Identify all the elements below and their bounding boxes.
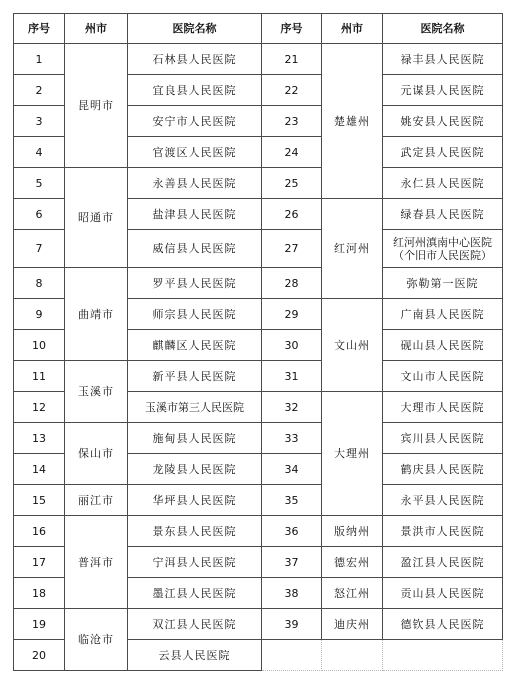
hospital-name: 龙陵县人民医院	[128, 454, 262, 485]
hospital-name: 文山市人民医院	[383, 361, 503, 392]
city-cell: 普洱市	[65, 516, 128, 609]
row-number: 20	[14, 640, 65, 671]
row-number: 11	[14, 361, 65, 392]
hospital-name: 宾川县人民医院	[383, 423, 503, 454]
city-cell: 版纳州	[322, 516, 383, 547]
hospital-name: 元谋县人民医院	[383, 75, 503, 106]
row-number: 29	[262, 299, 322, 330]
city-cell: 红河州	[322, 199, 383, 299]
row-number: 16	[14, 516, 65, 547]
city-cell: 楚雄州	[322, 44, 383, 199]
row-number: 23	[262, 106, 322, 137]
header-city-left: 州市	[65, 14, 128, 44]
hospital-name: 盐津县人民医院	[128, 199, 262, 230]
row-number: 37	[262, 547, 322, 578]
row-number: 31	[262, 361, 322, 392]
row-number: 24	[262, 137, 322, 168]
row-number: 34	[262, 454, 322, 485]
header-hospital-left: 医院名称	[128, 14, 262, 44]
city-cell: 德宏州	[322, 547, 383, 578]
hospital-name: 罗平县人民医院	[128, 268, 262, 299]
row-number: 21	[262, 44, 322, 75]
empty-cell	[262, 640, 322, 671]
hospital-name: 官渡区人民医院	[128, 137, 262, 168]
row-number: 27	[262, 230, 322, 268]
hospital-name: 禄丰县人民医院	[383, 44, 503, 75]
city-cell: 丽江市	[65, 485, 128, 516]
row-number: 18	[14, 578, 65, 609]
hospital-name: 景洪市人民医院	[383, 516, 503, 547]
hospital-name-line2: （个旧市人民医院）	[393, 248, 492, 262]
hospital-name: 永仁县人民医院	[383, 168, 503, 199]
hospital-name: 绿春县人民医院	[383, 199, 503, 230]
table-row	[14, 609, 503, 640]
hospital-name: 盈江县人民医院	[383, 547, 503, 578]
city-cell: 昆明市	[65, 44, 128, 168]
table-row	[14, 361, 503, 392]
city-cell: 临沧市	[65, 609, 128, 671]
hospital-name: 宜良县人民医院	[128, 75, 262, 106]
row-number: 14	[14, 454, 65, 485]
hospital-name: 威信县人民医院	[128, 230, 262, 268]
city-cell: 大理州	[322, 392, 383, 516]
hospital-name: 石林县人民医院	[128, 44, 262, 75]
row-number: 35	[262, 485, 322, 516]
empty-cell	[383, 640, 503, 671]
hospital-name: 弥勒第一医院	[383, 268, 503, 299]
row-number: 8	[14, 268, 65, 299]
row-number: 36	[262, 516, 322, 547]
hospital-name: 墨江县人民医院	[128, 578, 262, 609]
city-cell: 迪庆州	[322, 609, 383, 640]
hospital-name: 宁洱县人民医院	[128, 547, 262, 578]
table-row	[14, 168, 503, 199]
hospital-name: 施甸县人民医院	[128, 423, 262, 454]
row-number: 9	[14, 299, 65, 330]
hospital-table	[13, 13, 503, 671]
hospital-name-multiline	[383, 230, 503, 268]
row-number: 12	[14, 392, 65, 423]
hospital-name: 华坪县人民医院	[128, 485, 262, 516]
row-number: 17	[14, 547, 65, 578]
hospital-name: 师宗县人民医院	[128, 299, 262, 330]
city-cell: 文山州	[322, 299, 383, 392]
row-number: 4	[14, 137, 65, 168]
hospital-name: 永善县人民医院	[128, 168, 262, 199]
hospital-name: 鹤庆县人民医院	[383, 454, 503, 485]
empty-cell	[322, 640, 383, 671]
table-row	[14, 423, 503, 454]
city-cell: 怒江州	[322, 578, 383, 609]
hospital-name: 贡山县人民医院	[383, 578, 503, 609]
row-number: 2	[14, 75, 65, 106]
table-row	[14, 485, 503, 516]
hospital-name: 永平县人民医院	[383, 485, 503, 516]
header-hospital-right: 医院名称	[383, 14, 503, 44]
row-number: 32	[262, 392, 322, 423]
hospital-name: 大理市人民医院	[383, 392, 503, 423]
row-number: 38	[262, 578, 322, 609]
hospital-name: 砚山县人民医院	[383, 330, 503, 361]
row-number: 1	[14, 44, 65, 75]
hospital-name: 安宁市人民医院	[128, 106, 262, 137]
row-number: 13	[14, 423, 65, 454]
city-cell: 曲靖市	[65, 268, 128, 361]
hospital-name: 姚安县人民医院	[383, 106, 503, 137]
hospital-name-line1: 红河州滇南中心医院	[393, 235, 492, 249]
hospital-name: 玉溪市第三人民医院	[128, 392, 262, 423]
header-no-left: 序号	[14, 14, 65, 44]
row-number: 26	[262, 199, 322, 230]
row-number: 30	[262, 330, 322, 361]
row-number: 3	[14, 106, 65, 137]
city-cell: 保山市	[65, 423, 128, 485]
hospital-name: 武定县人民医院	[383, 137, 503, 168]
row-number: 19	[14, 609, 65, 640]
row-number: 33	[262, 423, 322, 454]
row-number: 25	[262, 168, 322, 199]
table-row	[14, 44, 503, 75]
row-number: 28	[262, 268, 322, 299]
row-number: 10	[14, 330, 65, 361]
row-number: 5	[14, 168, 65, 199]
header-no-right: 序号	[262, 14, 322, 44]
header-row	[14, 14, 503, 44]
row-number: 15	[14, 485, 65, 516]
city-cell: 玉溪市	[65, 361, 128, 423]
row-number: 7	[14, 230, 65, 268]
hospital-name: 云县人民医院	[128, 640, 262, 671]
hospital-name: 景东县人民医院	[128, 516, 262, 547]
row-number: 22	[262, 75, 322, 106]
table-row	[14, 268, 503, 299]
hospital-name: 新平县人民医院	[128, 361, 262, 392]
city-cell: 昭通市	[65, 168, 128, 268]
hospital-name: 德钦县人民医院	[383, 609, 503, 640]
row-number: 6	[14, 199, 65, 230]
row-number: 39	[262, 609, 322, 640]
hospital-name: 广南县人民医院	[383, 299, 503, 330]
hospital-name: 双江县人民医院	[128, 609, 262, 640]
table-row	[14, 516, 503, 547]
hospital-name: 麒麟区人民医院	[128, 330, 262, 361]
header-city-right: 州市	[322, 14, 383, 44]
